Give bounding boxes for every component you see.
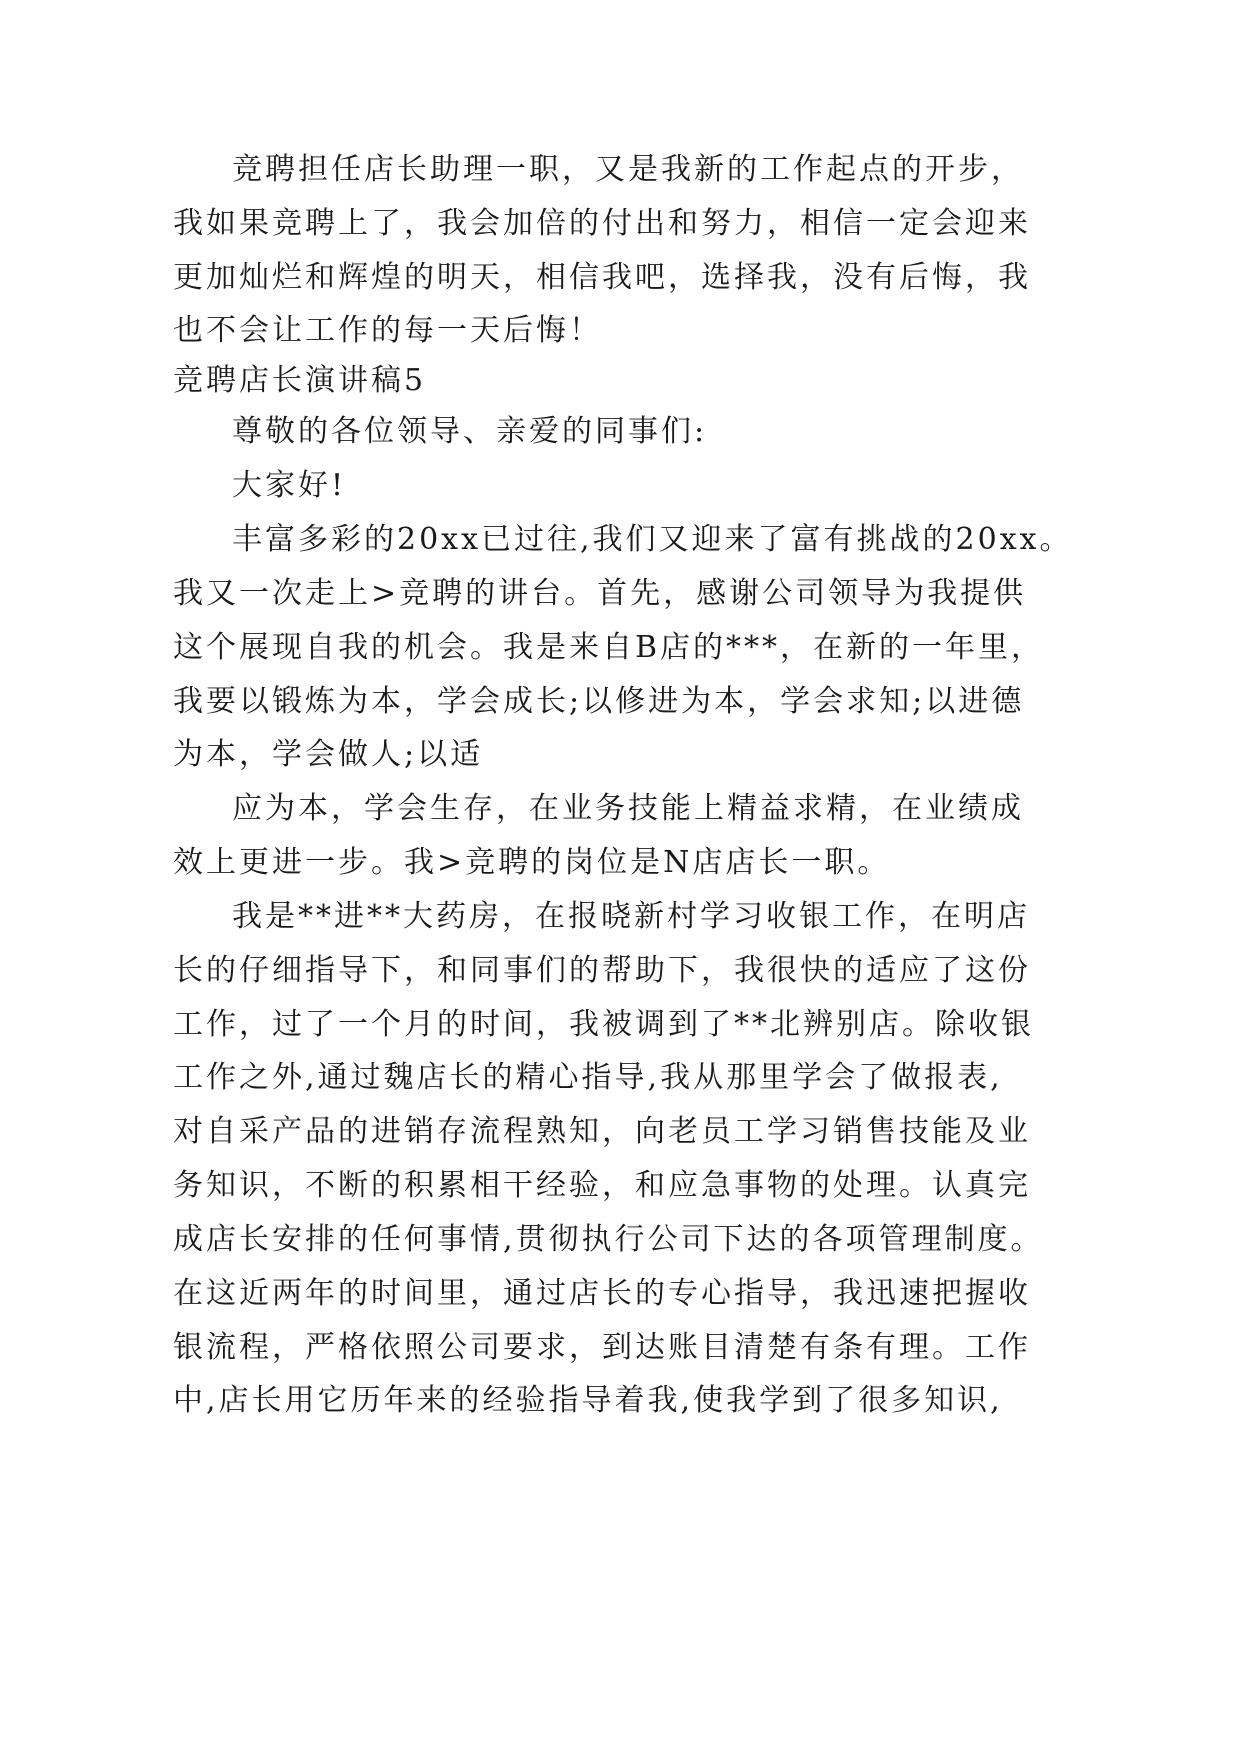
text-line: 为本，学会做人;以适 [173, 737, 484, 772]
section-heading: 竞聘店长演讲稿5 [173, 363, 427, 398]
text-line: 长的仔细指导下，和同事们的帮助下，我很快的适应了这份 [173, 953, 1031, 988]
text-line: 应为本，学会生存，在业务技能上精益求精，在业绩成 [232, 791, 1024, 826]
text-line: 我又一次走上>竞聘的讲台。首先，感谢公司领导为我提供 [173, 576, 1027, 611]
text-line: 我要以锻炼为本，学会成长;以修进为本，学会求知;以进德 [173, 684, 1025, 719]
greeting: 大家好! [232, 468, 347, 503]
text-line: 中,店长用它历年来的经验指导着我,使我学到了很多知识, [173, 1383, 1003, 1418]
text-line: 竞聘担任店长助理一职，又是我新的工作起点的开步， [232, 152, 1024, 187]
text-line: 我是**进**大药房，在报晓新村学习收银工作，在明店 [232, 899, 1030, 934]
text-line: 这个展现自我的机会。我是来自B店的***，在新的一年里， [173, 630, 1045, 665]
text-line: 我如果竞聘上了，我会加倍的付出和努力，相信一定会迎来 [173, 206, 1031, 241]
text-line: 在这近两年的时间里，通过店长的专心指导，我迅速把握收 [173, 1276, 1031, 1311]
text-line: 工作之外,通过魏店长的精心指导,我从那里学会了做报表, [173, 1060, 1003, 1095]
salutation: 尊敬的各位领导、亲爱的同事们: [232, 414, 708, 449]
text-line: 对自采产品的进销存流程熟知，向老员工学习销售技能及业 [173, 1114, 1031, 1149]
text-line: 工作，过了一个月的时间，我被调到了**北辨别店。除收银 [173, 1007, 1034, 1042]
text-line: 更加灿烂和辉煌的明天，相信我吧，选择我，没有后悔，我 [173, 260, 1031, 295]
text-line: 效上更进一步。我>竞聘的岗位是N店店长一职。 [173, 845, 891, 880]
text-line: 成店长安排的任何事情,贯彻执行公司下达的各项管理制度。 [173, 1222, 1044, 1257]
text-line: 丰富多彩的20xx已过往,我们又迎来了富有挑战的20xx。 [232, 522, 1073, 557]
text-line: 也不会让工作的每一天后悔！ [173, 313, 602, 348]
text-line: 银流程，严格依照公司要求，到达账目清楚有条有理。工作 [173, 1330, 1031, 1365]
text-line: 务知识，不断的积累相干经验，和应急事物的处理。认真完 [173, 1168, 1031, 1203]
